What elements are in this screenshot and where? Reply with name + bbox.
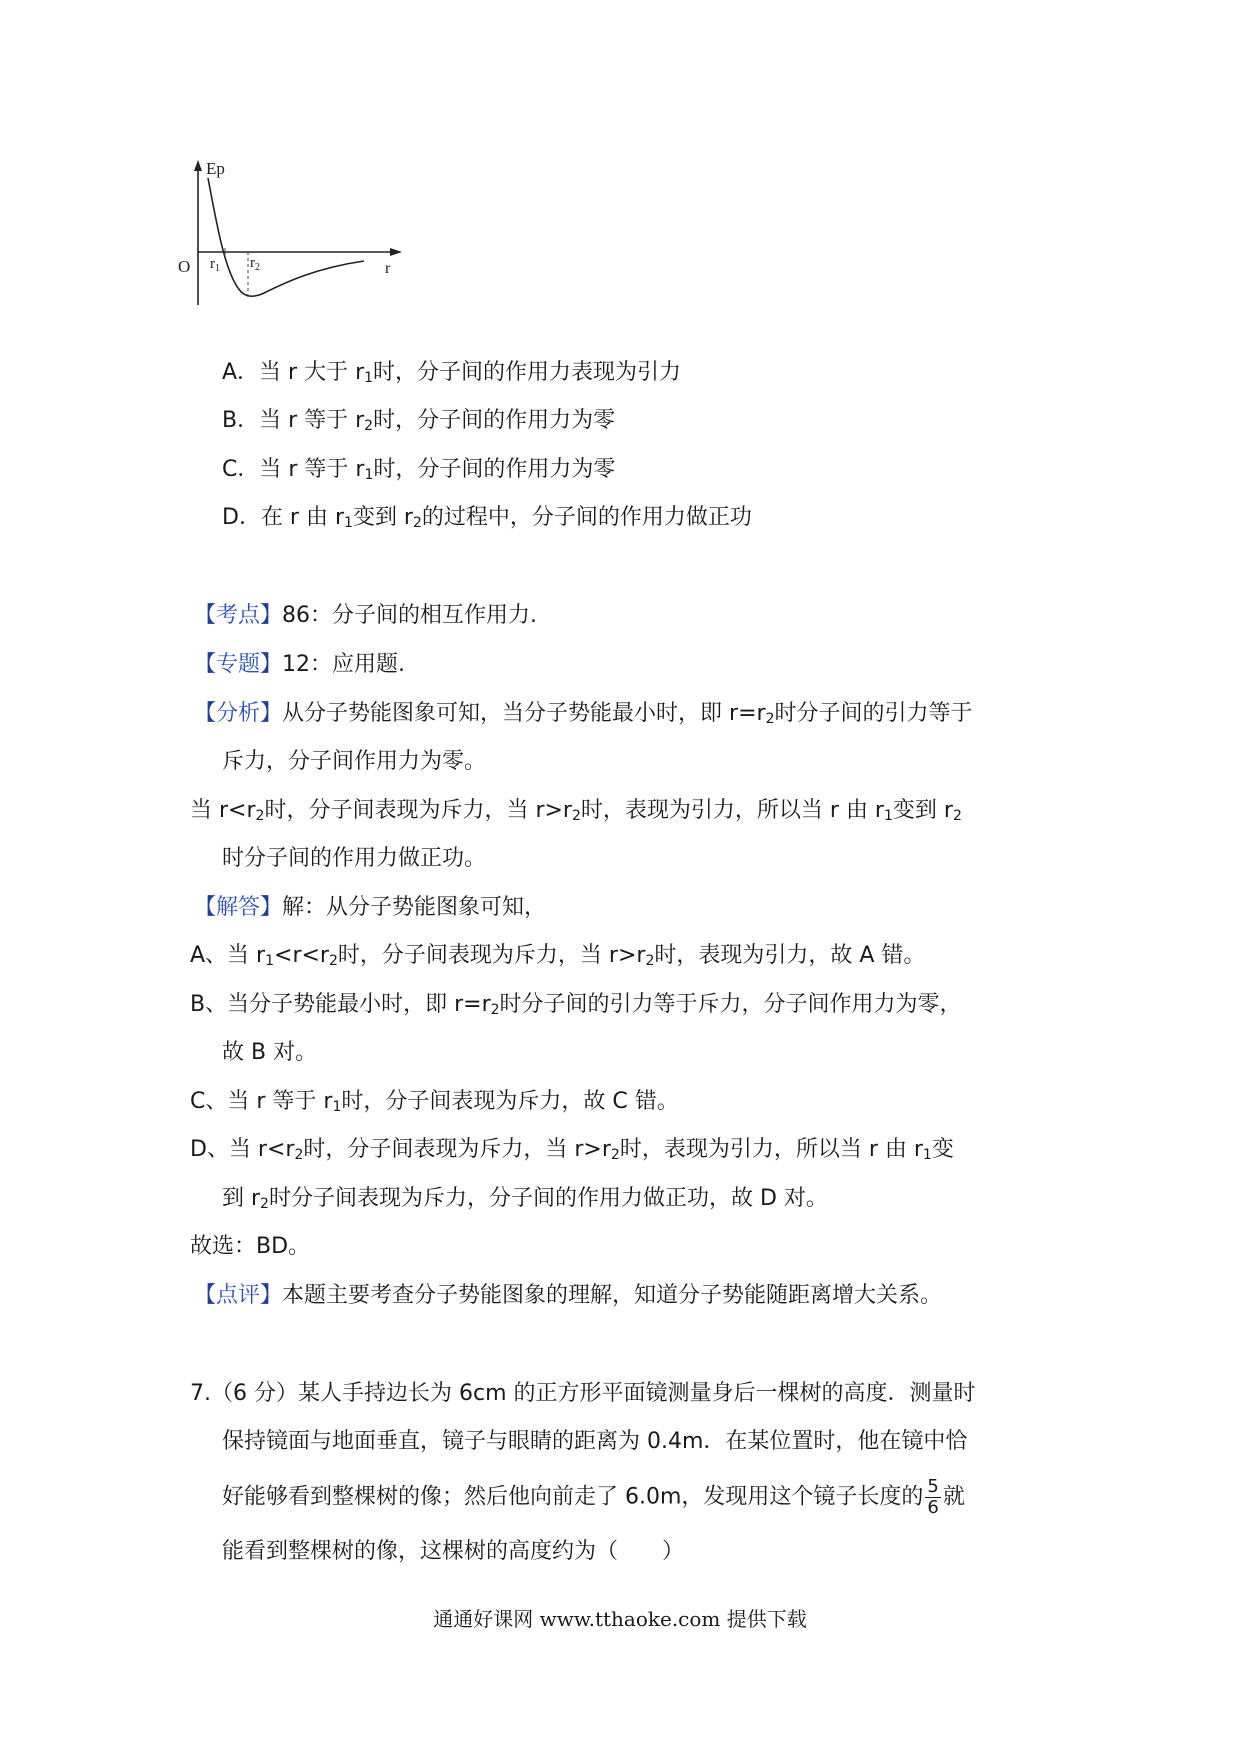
ep-curve	[208, 178, 364, 296]
fenxi-line-1	[194, 698, 973, 735]
option-b-sub: 2	[364, 418, 374, 434]
jieda-a-sub3: 2	[645, 953, 655, 969]
option-d-sub1: 1	[344, 515, 353, 531]
option-d-pre: D．在 r 由 r	[222, 505, 345, 530]
fraction-five-sixths	[925, 1477, 940, 1518]
jieda-c-pre: C、当 r 等于 r	[190, 1089, 333, 1114]
option-a-sub: 1	[364, 370, 374, 386]
jieda-d-sub1: 2	[294, 1147, 304, 1163]
fenxi-l3-a: 当 r<r	[190, 798, 256, 823]
tag-open: 【	[194, 1283, 217, 1308]
jieda-c-post: 时，分子间表现为斥力，故 C 错。	[341, 1089, 679, 1114]
q7-line-4: 能看到整棵树的像，这棵树的高度约为（ ）	[222, 1539, 685, 1564]
jieda-d-post: 变	[931, 1137, 954, 1162]
kaodian-text: 86：分子间的相互作用力.	[282, 603, 538, 628]
x-axis-label: r	[385, 260, 391, 277]
option-a-post: 时，分子间的作用力表现为引力	[373, 360, 682, 385]
jieda-c	[190, 1086, 679, 1123]
option-d	[222, 502, 752, 539]
option-a-pre: A．当 r 大于 r	[222, 360, 365, 385]
jieda-d-mid2: 时，表现为引力，所以当 r 由 r	[619, 1137, 923, 1162]
tag-close: 】	[260, 1283, 283, 1308]
page-footer: 通通好课网 www.tthaoke.com 提供下载	[433, 1607, 807, 1631]
jieda-d-cont-pre: 到 r	[222, 1186, 261, 1211]
zhuanti-tag: 专题	[216, 652, 261, 677]
dianping-text: 本题主要考查分子势能图象的理解，知道分子势能随距离增大关系。	[282, 1283, 943, 1308]
potential-energy-graph	[178, 159, 426, 310]
jieda-b-post: 时分子间的引力等于斥力，分子间作用力为零，	[499, 992, 962, 1017]
jieda-a-post: 时，表现为引力，故 A 错。	[654, 943, 926, 968]
jieda-tag: 解答	[216, 895, 261, 920]
jieda-line	[194, 892, 546, 924]
fenxi-l3-sub-c: 1	[883, 808, 893, 824]
zhuanti-text: 12：应用题.	[282, 652, 406, 677]
tag-open: 【	[194, 895, 217, 920]
jieda-d	[190, 1134, 954, 1171]
jieda-b-cont: 故 B 对。	[222, 1040, 318, 1065]
option-b-pre: B．当 r 等于 r	[222, 408, 365, 433]
jieda-a-mid2: 时，分子间表现为斥力，当 r>r	[337, 943, 646, 968]
option-c-sub: 1	[364, 467, 374, 483]
kaodian-tag: 考点	[216, 603, 261, 628]
fenxi-l1-post: 时分子间的引力等于	[774, 701, 973, 726]
jieda-a-sub2: 2	[328, 953, 338, 969]
fraction-denominator: 6	[927, 1497, 939, 1518]
jieda-a-pre: A、当 r	[190, 943, 266, 968]
fenxi-line-2: 斥力，分子间作用力为零。	[222, 749, 487, 774]
dianping-tag: 点评	[216, 1283, 261, 1308]
tag-close: 】	[260, 603, 283, 628]
jieda-d-sub3: 1	[922, 1147, 932, 1163]
jieda-b-pre: B、当分子势能最小时，即 r=r	[190, 992, 491, 1017]
jieda-d-pre: D、当 r<r	[190, 1137, 295, 1162]
jieda-a	[190, 940, 925, 977]
fenxi-line-4: 时分子间的作用力做正功。	[222, 846, 487, 871]
option-b-post: 时，分子间的作用力为零	[373, 408, 616, 433]
jieda-d-sub2: 2	[610, 1147, 620, 1163]
option-b	[222, 405, 615, 442]
q7-l3-pre: 好能够看到整棵树的像；然后他向前走了 6.0m，发现用这个镜子长度的	[222, 1484, 924, 1510]
origin-label: O	[178, 257, 191, 276]
fenxi-l1-sub: 2	[765, 711, 775, 727]
r2-label: $r_2$	[250, 255, 260, 273]
y-axis-label: Ep	[206, 159, 225, 178]
zhuanti-line	[194, 649, 405, 681]
q7-line-3	[222, 1477, 965, 1518]
jieda-a-sub1: 1	[265, 953, 275, 969]
q7-l3-post: 就	[942, 1484, 965, 1510]
option-d-sub2: 2	[412, 515, 422, 531]
jieda-a-mid1: <r<r	[274, 943, 329, 968]
jieda-d-cont-sub: 2	[260, 1196, 269, 1212]
jieda-b	[190, 989, 962, 1026]
jieda-c-sub: 1	[332, 1099, 342, 1115]
option-c-post: 时，分子间的作用力为零	[373, 457, 616, 482]
option-d-mid: 变到 r	[352, 505, 413, 530]
tag-open: 【	[194, 603, 217, 628]
jieda-b-sub: 2	[490, 1002, 500, 1018]
tag-open: 【	[194, 701, 217, 726]
option-d-post: 的过程中，分子间的作用力做正功	[421, 505, 752, 530]
q7-line-1: 7.（6 分）某人手持边长为 6cm 的正方形平面镜测量身后一棵树的高度．测量时	[190, 1381, 976, 1406]
fraction-numerator: 5	[927, 1476, 939, 1497]
tag-open: 【	[194, 652, 217, 677]
option-a	[222, 357, 681, 394]
fenxi-l1-pre: 从分子势能图象可知，当分子势能最小时，即 r=r	[282, 701, 766, 726]
fenxi-l3-sub-b: 2	[571, 808, 581, 824]
dianping-line	[194, 1280, 942, 1312]
fenxi-tag: 分析	[216, 701, 261, 726]
fenxi-l3-sub-a: 2	[255, 808, 265, 824]
fenxi-l3-b: 时，分子间表现为斥力，当 r>r	[264, 798, 572, 823]
jieda-d-cont	[222, 1183, 828, 1220]
fenxi-l3-d: 变到 r	[892, 798, 953, 823]
q7-line-2: 保持镜面与地面垂直，镜子与眼睛的距离为 0.4m．在某位置时，他在镜中恰	[222, 1429, 968, 1454]
x-axis-arrow	[390, 248, 402, 256]
jieda-choice: 故选：BD。	[190, 1234, 311, 1259]
tag-close: 】	[260, 895, 283, 920]
fenxi-l3-sub-d: 2	[952, 808, 962, 824]
option-c	[222, 454, 615, 491]
y-axis-arrow	[194, 160, 202, 171]
option-c-pre: C．当 r 等于 r	[222, 457, 365, 482]
tag-close: 】	[260, 701, 283, 726]
fenxi-l3-c: 时，表现为引力，所以当 r 由 r	[580, 798, 884, 823]
jieda-d-mid1: 时，分子间表现为斥力，当 r>r	[303, 1137, 611, 1162]
kaodian-line	[194, 600, 537, 632]
fenxi-line-3	[190, 795, 962, 832]
jieda-intro: 解：从分子势能图象可知，	[282, 895, 547, 920]
r1-label: $r_1$	[210, 256, 220, 274]
jieda-d-cont-post: 时分子间表现为斥力，分子间的作用力做正功，故 D 对。	[268, 1186, 828, 1211]
tag-close: 】	[260, 652, 283, 677]
